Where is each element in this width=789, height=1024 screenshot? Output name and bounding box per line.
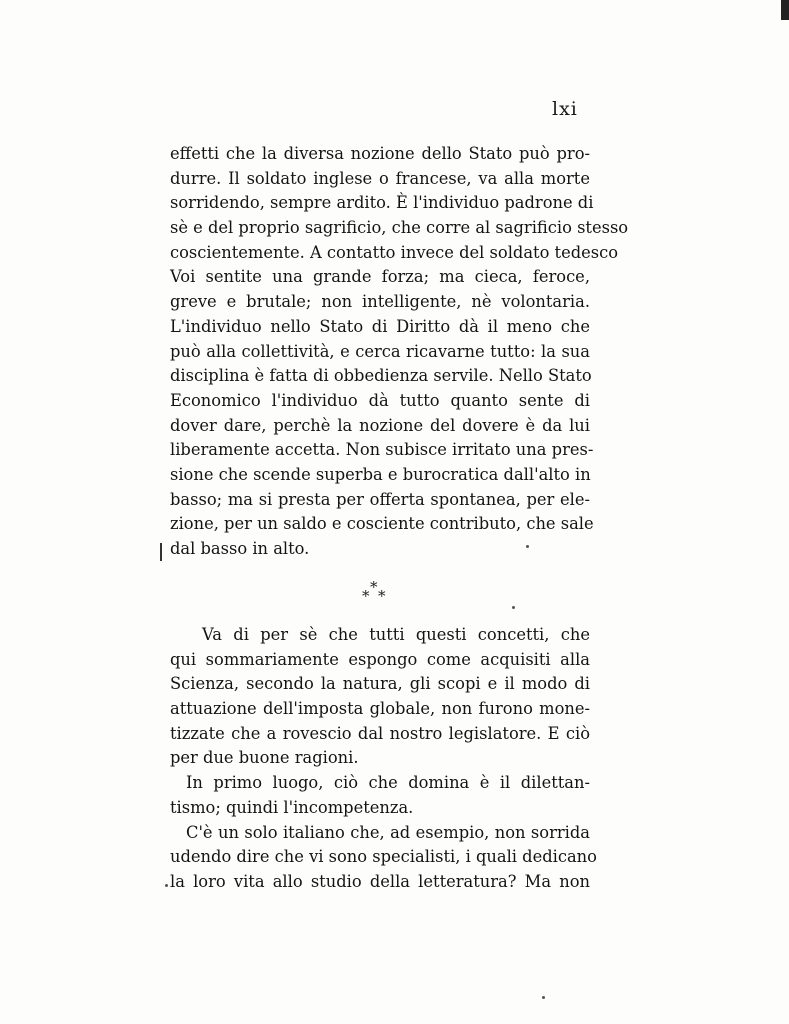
text-line: Va di per sè che tutti questi concetti, che	[202, 625, 590, 644]
text-line: tizzate che a rovescio dal nostro legislatore. E ciò	[170, 723, 590, 743]
ink-speck	[512, 606, 515, 609]
page-number: lxi	[552, 98, 578, 120]
text-line: dal basso in alto.	[170, 539, 310, 558]
text-line: Voi sentite una grande forza; ma cieca, feroce,	[170, 267, 590, 287]
text-line: durre. Il soldato inglese o francese, va alla morte	[170, 168, 590, 188]
ink-speck	[165, 884, 168, 887]
text-line: In primo luogo, ciò che domina è il dilettan-	[186, 773, 590, 793]
margin-mark	[160, 543, 162, 561]
text-line: sorridendo, sempre ardito. È l'individuo padrone di	[170, 193, 594, 213]
text-line: greve e brutale; non intelligente, nè volontaria.	[170, 292, 590, 312]
text-line: L'individuo nello Stato di Diritto dà il meno che	[170, 316, 590, 336]
text-line: effetti che la diversa nozione dello Stato può pro-	[170, 144, 590, 163]
ink-speck	[542, 996, 545, 999]
text-line: disciplina è fatta di obbedienza servile. Nello Stato	[170, 366, 592, 386]
text-line: attuazione dell'imposta globale, non furono mone-	[170, 699, 590, 719]
text-line: Scienza, secondo la natura, gli scopi e il modo di	[170, 674, 590, 694]
text-line: C'è un solo italiano che, ad esempio, non sorrida	[186, 822, 590, 842]
text-line: per due buone ragioni.	[170, 748, 359, 768]
text-line: dover dare, perchè la nozione del dovere è da lui	[170, 415, 590, 435]
paragraph-group	[170, 623, 597, 895]
asterism-star-top: *	[370, 578, 378, 596]
paragraph-1	[170, 142, 629, 562]
text-line: coscientemente. A contatto invece del soldato tedesco	[170, 242, 619, 262]
text-line: zione, per un saldo e cosciente contributo, che sale	[170, 514, 594, 534]
text-line: sè e del proprio sagrificio, che corre al sagrificio stesso	[170, 218, 629, 238]
text-line: qui sommariamente espongo come acquisiti alla	[170, 649, 590, 669]
text-line: udendo dire che vi sono specialisti, i quali dedicano	[170, 847, 597, 867]
asterism-star-left: *	[362, 587, 370, 605]
asterism-separator	[360, 580, 400, 610]
asterism-star-right: *	[378, 587, 386, 605]
text-line: la loro vita allo studio della letteratura? Ma non	[170, 871, 590, 891]
text-line: tismo; quindi l'incompetenza.	[170, 797, 414, 817]
text-line: liberamente accetta. Non subisce irritato una pres-	[170, 440, 594, 460]
text-line: può alla collettività, e cerca ricavarne tutto: la sua	[170, 341, 590, 361]
text-line: sione che scende superba e burocratica dall'alto in	[170, 464, 591, 484]
text-line: basso; ma si presta per offerta spontanea, per ele-	[170, 489, 590, 509]
scan-edge-mark	[781, 0, 789, 20]
text-line: Economico l'individuo dà tutto quanto sente di	[170, 390, 590, 410]
